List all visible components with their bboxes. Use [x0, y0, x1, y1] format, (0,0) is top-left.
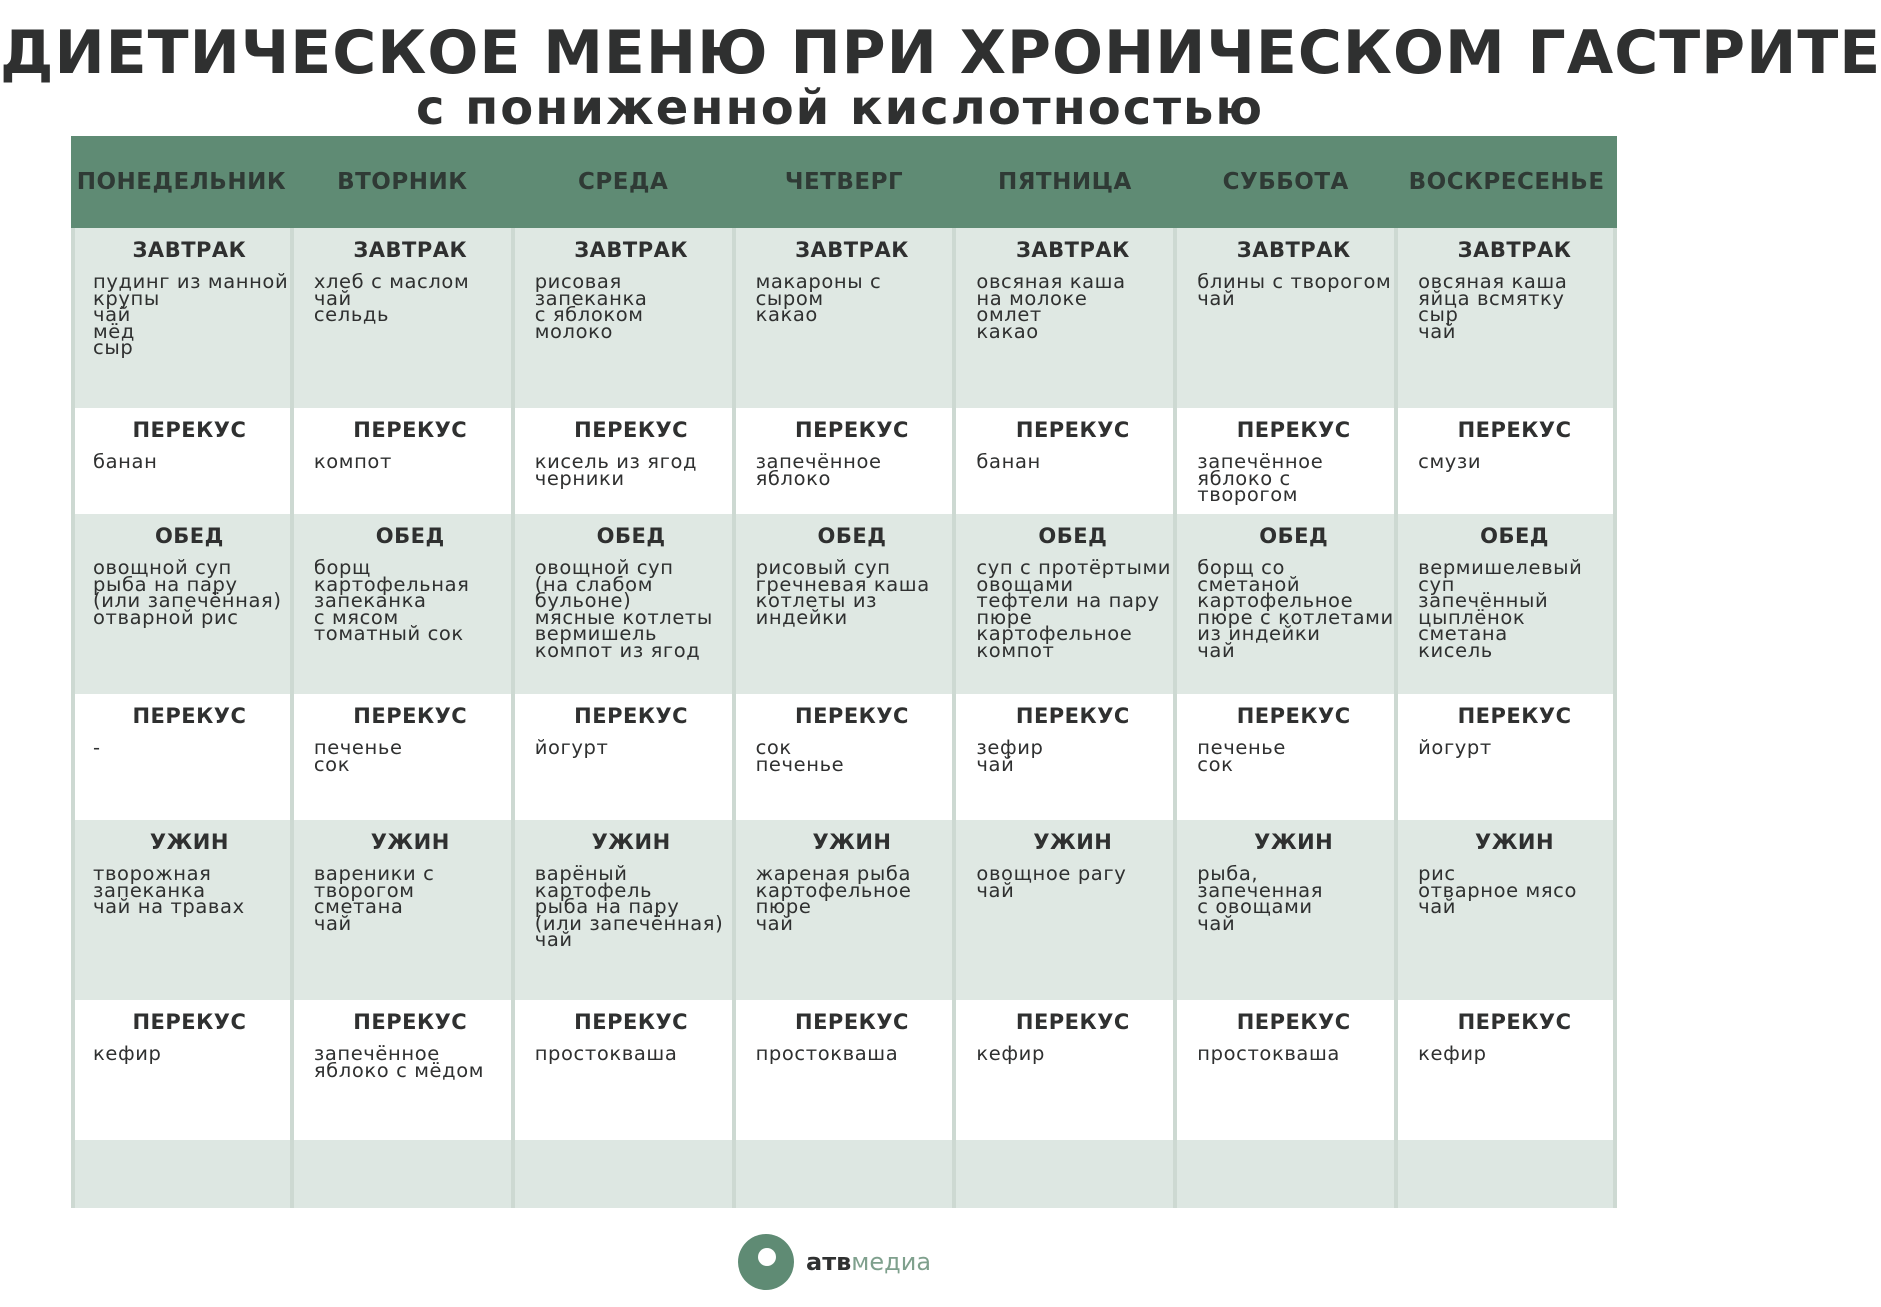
food-item: крупы [93, 286, 160, 310]
food-item: запеканка [93, 878, 206, 902]
food-list [93, 450, 286, 473]
meal-label: ПЕРЕКУС [1236, 1010, 1351, 1034]
meal-label: ПЕРЕКУС [574, 1010, 689, 1034]
food-item: мёд [93, 319, 135, 343]
meal-label: ПЕРЕКУС [1236, 418, 1351, 442]
food-list [755, 556, 949, 629]
menu-cell [292, 514, 513, 694]
meal-row [71, 228, 1617, 408]
logo-text-bold: атв [806, 1248, 852, 1276]
food-item: йогурт [534, 736, 609, 759]
food-item: компот из ягод [534, 638, 701, 662]
column-divider [1173, 228, 1177, 1208]
meal-label: ЗАВТРАК [1236, 238, 1351, 262]
food-list [93, 862, 286, 918]
menu-cell [292, 228, 513, 408]
meal-label: ЗАВТРАК [1457, 238, 1572, 262]
logo-text-light: медиа [851, 1248, 932, 1276]
food-item: мясные котлеты [534, 605, 713, 629]
meal-label: ПЕРЕКУС [1015, 704, 1130, 728]
menu-cell [513, 1000, 734, 1140]
menu-cell [1396, 820, 1617, 1000]
comma-logo-icon [738, 1234, 794, 1290]
food-item: чай [313, 911, 352, 935]
meal-label: ПЕРЕКУС [353, 704, 468, 728]
food-item: кисель [1418, 638, 1493, 662]
food-item: борщ [313, 556, 371, 579]
menu-cell [1175, 694, 1396, 820]
food-item: творогом [1197, 483, 1299, 506]
food-item: индейки [755, 605, 848, 629]
food-list [1418, 862, 1611, 918]
food-item: картофель [534, 878, 653, 902]
food-list [976, 736, 1169, 776]
menu-cell [71, 694, 292, 820]
food-item: вареники с [313, 862, 435, 885]
food-item: сыром [755, 286, 824, 310]
column-divider [1394, 228, 1398, 1208]
food-item: варёный [534, 862, 628, 885]
food-list [1418, 1042, 1611, 1065]
food-item: чай [1197, 286, 1236, 310]
meal-label: ЗАВТРАК [795, 238, 909, 262]
food-item: запечённое [755, 450, 882, 473]
food-item: сметана [1418, 622, 1508, 645]
meal-label: ЗАВТРАК [353, 238, 468, 262]
food-item: запечённое [1197, 450, 1324, 473]
food-item: смузи [1418, 450, 1482, 473]
food-item: с овощами [1197, 895, 1313, 918]
food-list [1197, 270, 1392, 310]
food-list [976, 270, 1169, 343]
food-list [313, 736, 507, 776]
food-item: рисовый суп [755, 556, 891, 579]
menu-cell [1396, 514, 1617, 694]
menu-cell [1175, 408, 1396, 514]
food-item: овощное рагу [976, 862, 1127, 885]
food-item: жареная рыба [755, 862, 912, 885]
food-list [313, 1042, 507, 1082]
food-item: чай [1197, 638, 1236, 662]
food-list [93, 270, 289, 359]
menu-cell [954, 1000, 1175, 1140]
food-item: вермишелевый [1418, 556, 1583, 579]
meal-label: ПЕРЕКУС [1236, 704, 1351, 728]
menu-cell [1396, 1000, 1617, 1140]
meal-label: ЗАВТРАК [1015, 238, 1130, 262]
food-list [755, 736, 949, 776]
food-item: творожная [93, 862, 212, 885]
menu-cell [513, 694, 734, 820]
food-item: молоко [534, 319, 614, 343]
food-list [1197, 862, 1390, 935]
food-list [534, 270, 728, 343]
food-item: (на слабом [534, 572, 654, 596]
menu-cell [734, 1000, 955, 1140]
food-item: отварное мясо [1418, 878, 1578, 902]
meal-label: ПЕРЕКУС [132, 704, 247, 728]
food-item: - [93, 736, 101, 759]
food-item: овощной суп [93, 556, 232, 579]
menu-cell [734, 820, 955, 1000]
meal-label: ПЕРЕКУС [795, 1010, 909, 1034]
food-item: зефир [976, 736, 1044, 759]
food-item: простокваша [1197, 1042, 1340, 1065]
menu-cell [513, 514, 734, 694]
food-item: сметаной [1197, 572, 1301, 596]
food-item: чай [755, 911, 794, 935]
food-item: пудинг из манной [93, 270, 289, 293]
meal-label: ПЕРЕКУС [132, 1010, 247, 1034]
menu-cell [734, 514, 955, 694]
food-item: сок [313, 752, 351, 776]
food-item: йогурт [1418, 736, 1492, 759]
menu-cell [292, 694, 513, 820]
food-item: яблоко [755, 466, 832, 490]
food-item: кефир [93, 1042, 162, 1065]
food-item: банан [93, 450, 158, 473]
day-header-tuesday: ВТОРНИК [337, 169, 468, 195]
food-item: с мясом [313, 605, 399, 629]
food-item: овощами [976, 572, 1074, 596]
menu-cell [1175, 820, 1396, 1000]
food-list [313, 556, 507, 645]
food-item: отварной рис [93, 605, 239, 629]
menu-cell [954, 514, 1175, 694]
meal-row [71, 408, 1617, 514]
food-list [534, 736, 728, 759]
food-item: печенье [755, 752, 845, 776]
meal-label: ЗАВТРАК [574, 238, 689, 262]
menu-cell [954, 228, 1175, 408]
food-list [93, 736, 286, 759]
menu-cell [734, 408, 955, 514]
food-item: картофельная [313, 572, 470, 596]
table-header [71, 136, 1617, 228]
meal-label: УЖИН [812, 830, 892, 854]
meal-label: УЖИН [591, 830, 671, 854]
column-divider [71, 228, 75, 1208]
food-list [93, 556, 286, 629]
food-item: печенье [1197, 736, 1286, 759]
food-item: простокваша [755, 1042, 899, 1065]
meal-label: ОБЕД [154, 524, 224, 548]
food-item: кефир [1418, 1042, 1487, 1065]
meal-label: ПЕРЕКУС [1457, 418, 1572, 442]
food-item: компот [313, 450, 392, 473]
food-item: томатный сок [313, 622, 464, 645]
food-list [755, 450, 949, 490]
menu-cell [734, 228, 955, 408]
meal-label: УЖИН [149, 830, 229, 854]
food-item: хлеб с маслом [313, 270, 470, 293]
food-list [755, 270, 949, 326]
menu-cell [513, 228, 734, 408]
column-divider [1613, 228, 1617, 1208]
food-list [534, 450, 728, 490]
column-divider [290, 228, 294, 1208]
food-item: (или запечённая) [93, 589, 282, 612]
food-item: овсяная каша [976, 270, 1126, 293]
meal-label: ПЕРЕКУС [574, 418, 689, 442]
day-header-monday: ПОНЕДЕЛЬНИК [76, 169, 287, 195]
food-item: кефир [976, 1042, 1045, 1065]
food-item: картофельное [755, 878, 912, 902]
menu-cell [513, 820, 734, 1000]
meal-label: ОБЕД [817, 524, 887, 548]
logo-text [806, 1248, 931, 1276]
meal-label: ПЕРЕКУС [795, 418, 909, 442]
food-list [534, 862, 728, 951]
menu-cell [1175, 1000, 1396, 1140]
menu-cell [954, 694, 1175, 820]
food-item: сельдь [313, 303, 390, 326]
meal-label: ПЕРЕКУС [353, 1010, 468, 1034]
food-item: борщ со [1197, 556, 1286, 579]
food-item: чай [976, 878, 1015, 902]
meal-label: ПЕРЕКУС [353, 418, 468, 442]
food-item: чай на травах [93, 895, 245, 918]
food-item: рис [1418, 862, 1456, 885]
food-item: сок [755, 736, 792, 759]
food-list [1418, 556, 1611, 662]
meal-label: ПЕРЕКУС [1015, 1010, 1130, 1034]
meal-label: ПЕРЕКУС [132, 418, 247, 442]
meal-label: ОБЕД [375, 524, 445, 548]
food-item: запеканка [534, 286, 648, 310]
menu-cell [71, 820, 292, 1000]
food-list [534, 1042, 728, 1065]
food-item: макароны с [755, 270, 882, 293]
food-item: какао [755, 303, 818, 326]
food-item: рыба, [1197, 862, 1259, 885]
food-item: пюре [976, 605, 1033, 629]
food-item: овощной суп [534, 556, 674, 579]
meal-row [71, 1000, 1617, 1140]
menu-cell [292, 820, 513, 1000]
food-item: омлет [976, 303, 1042, 326]
day-header-friday: ПЯТНИЦА [997, 169, 1132, 195]
food-item: компот [976, 638, 1055, 662]
menu-cell [292, 1000, 513, 1140]
food-list [976, 862, 1169, 902]
food-item: творогом [313, 878, 415, 902]
meal-label: ПЕРЕКУС [795, 704, 909, 728]
food-item: чай [93, 303, 131, 326]
food-item: чай [1418, 895, 1457, 918]
food-item: пюре [755, 895, 812, 918]
menu-cell [71, 1000, 292, 1140]
menu-cell [71, 228, 292, 408]
food-list [313, 270, 507, 326]
meal-label: ОБЕД [596, 524, 666, 548]
meal-label: ОБЕД [1480, 524, 1550, 548]
page-subtitle: с пониженной кислотностью [415, 80, 1265, 136]
day-header-sunday: ВОСКРЕСЕНЬЕ [1408, 169, 1605, 195]
food-item: банан [976, 450, 1041, 473]
meal-row [71, 694, 1617, 820]
food-item: яблоко с мёдом [313, 1058, 485, 1082]
meal-label: УЖИН [1475, 830, 1555, 854]
food-item: яблоко с [1197, 466, 1291, 490]
menu-cell [954, 820, 1175, 1000]
food-item: рыба на пару [93, 572, 238, 596]
food-item: (или запечённая) [534, 911, 724, 935]
food-item: тефтели на пару [976, 589, 1160, 612]
food-item: суп [1418, 572, 1455, 596]
menu-cell [1396, 228, 1617, 408]
meal-label: УЖИН [370, 830, 450, 854]
food-item: чай [1418, 319, 1457, 343]
food-item: печенье [313, 736, 403, 759]
meal-label: ОБЕД [1038, 524, 1108, 548]
food-item: суп с протёртыми [976, 556, 1172, 579]
meal-label: ПЕРЕКУС [1457, 704, 1572, 728]
food-item: пюре с котлетами [1197, 605, 1394, 629]
menu-cell [1396, 694, 1617, 820]
menu-cell [734, 694, 955, 820]
food-list [1197, 556, 1394, 662]
menu-cell [71, 514, 292, 694]
food-item: сыр [1418, 303, 1459, 326]
food-item: сыр [93, 336, 134, 359]
food-item: черники [534, 466, 625, 490]
meal-row [71, 820, 1617, 1000]
food-item: запечённый [1418, 589, 1549, 612]
menu-cell [1175, 228, 1396, 408]
food-item: блины с творогом [1197, 270, 1392, 293]
food-list [1197, 1042, 1390, 1065]
menu-cell [1175, 514, 1396, 694]
menu-cell [71, 408, 292, 514]
meal-label: УЖИН [1033, 830, 1113, 854]
table-body [71, 228, 1617, 1208]
food-item: с яблоком [534, 303, 644, 326]
food-item: сметана [313, 895, 404, 918]
food-list [755, 1042, 949, 1065]
food-list [534, 556, 728, 662]
food-list [976, 450, 1169, 473]
page-title: ДИЕТИЧЕСКОЕ МЕНЮ ПРИ ХРОНИЧЕСКОМ ГАСТРИТЕ [0, 18, 1881, 88]
meal-label: ПЕРЕКУС [1015, 418, 1130, 442]
food-list [755, 862, 949, 935]
food-item: бульоне) [534, 589, 632, 612]
food-item: гречневая каша [755, 572, 930, 596]
food-item: чай [313, 286, 352, 310]
column-divider [732, 228, 736, 1208]
food-item: кисель из ягод [534, 450, 698, 473]
brand-logo [738, 1234, 931, 1290]
food-list [1197, 450, 1390, 506]
food-list [1197, 736, 1390, 776]
menu-cell [513, 408, 734, 514]
food-list [313, 862, 507, 935]
food-item: вермишель [534, 622, 658, 645]
food-item: картофельное [976, 622, 1133, 645]
food-list [976, 1042, 1169, 1065]
food-item: простокваша [534, 1042, 678, 1065]
day-header-thursday: ЧЕТВЕРГ [784, 169, 904, 195]
food-list [976, 556, 1172, 662]
meal-label: ПЕРЕКУС [1457, 1010, 1572, 1034]
meal-label: ОБЕД [1259, 524, 1329, 548]
food-list [1418, 270, 1611, 343]
food-item: запеченная [1197, 878, 1324, 902]
menu-cell [954, 408, 1175, 514]
column-divider [511, 228, 515, 1208]
food-item: запечённое [313, 1042, 440, 1065]
food-list [1418, 736, 1611, 759]
day-header-wednesday: СРЕДА [578, 169, 669, 195]
meal-row [71, 514, 1617, 694]
food-item: на молоке [976, 286, 1088, 310]
food-item: чай [1197, 911, 1236, 935]
food-item: овсяная каша [1418, 270, 1568, 293]
food-item: картофельное [1197, 589, 1354, 612]
food-item: рыба на пару [534, 895, 680, 918]
food-item: чай [534, 928, 573, 951]
menu-cell [1396, 408, 1617, 514]
food-item: какао [976, 319, 1039, 343]
column-divider [952, 228, 956, 1208]
food-item: из индейки [1197, 622, 1321, 645]
food-item: яйца всмятку [1418, 286, 1565, 310]
food-item: запеканка [313, 589, 427, 612]
meal-label: ПЕРЕКУС [574, 704, 689, 728]
food-item: цыплёнок [1418, 605, 1526, 629]
food-item: чай [976, 752, 1015, 776]
food-list [1418, 450, 1611, 473]
meal-label: ЗАВТРАК [132, 238, 247, 262]
meal-label: УЖИН [1254, 830, 1334, 854]
day-header-saturday: СУББОТА [1222, 169, 1349, 195]
food-item: котлеты из [755, 589, 878, 612]
menu-cell [292, 408, 513, 514]
food-item: рисовая [534, 270, 622, 293]
food-item: сок [1197, 752, 1234, 776]
food-list [313, 450, 507, 473]
menu-table [71, 136, 1617, 1208]
food-list [93, 1042, 286, 1065]
